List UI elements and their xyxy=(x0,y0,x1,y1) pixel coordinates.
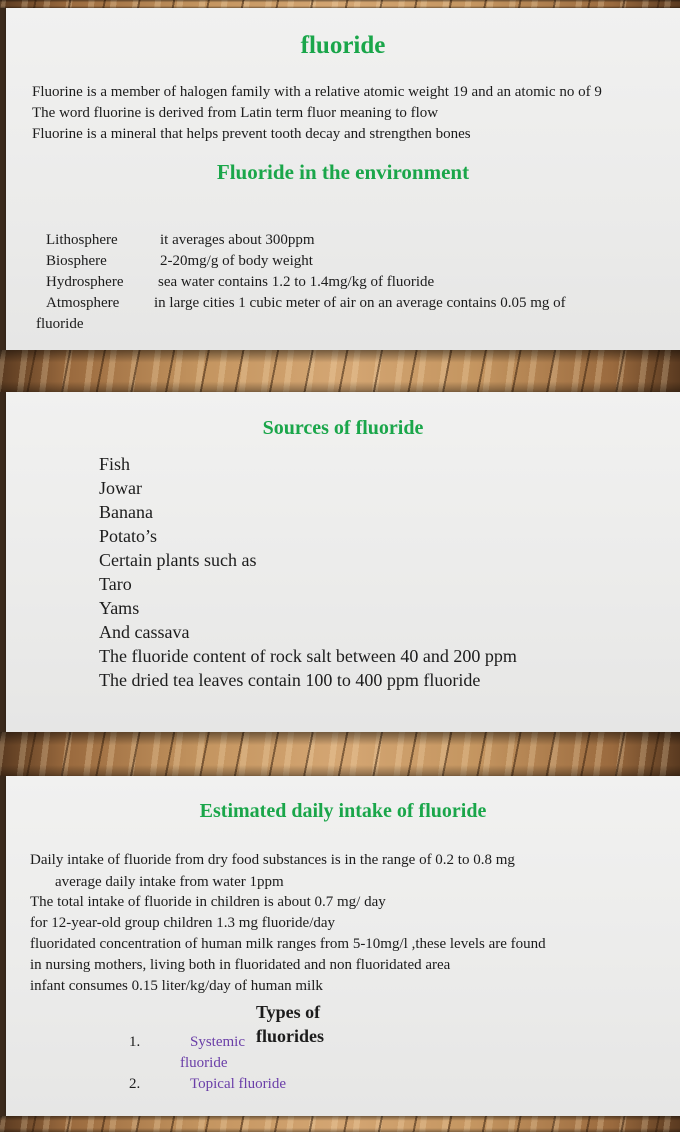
slide-fluoride-intro xyxy=(6,8,680,350)
slide-title: Sources of fluoride xyxy=(262,417,424,439)
wood-divider-bottom xyxy=(0,1116,680,1132)
env-desc-lithosphere: it averages about 300ppm xyxy=(160,232,315,248)
type-systemic-label: Systemic xyxy=(190,1034,245,1050)
source-item: Jowar xyxy=(99,478,142,498)
type-systemic-label-cont: fluoride xyxy=(180,1055,228,1071)
intake-line: average daily intake from water 1ppm xyxy=(55,874,284,890)
source-item: Certain plants such as xyxy=(99,550,257,570)
source-item: Taro xyxy=(99,574,132,594)
wood-divider-1 xyxy=(0,350,680,392)
intro-line-1: Fluorine is a member of halogen family with a relative atomic weight 19 and an atomic no of 9 xyxy=(32,84,602,100)
env-term-biosphere: Biosphere xyxy=(46,253,107,269)
intro-line-2: The word fluorine is derived from Latin term fluor meaning to flow xyxy=(32,105,439,121)
env-tail: fluoride xyxy=(36,316,84,332)
intro-line-3: Fluorine is a mineral that helps prevent tooth decay and strengthen bones xyxy=(32,126,471,142)
source-item: The fluoride content of rock salt between 40 and 200 ppm xyxy=(99,646,517,666)
types-heading-line-1: Types of xyxy=(256,1002,321,1022)
slide-sources xyxy=(6,392,680,732)
env-desc-hydrosphere: sea water contains 1.2 to 1.4mg/kg of fluoride xyxy=(158,274,435,290)
env-term-lithosphere: Lithosphere xyxy=(46,232,118,248)
intake-line: in nursing mothers, living both in fluoridated and non fluoridated area xyxy=(30,957,451,973)
type-number-2: 2. xyxy=(129,1076,141,1092)
section-subtitle: Fluoride in the environment xyxy=(216,160,470,184)
type-topical-label: Topical fluoride xyxy=(190,1076,286,1092)
type-number-1: 1. xyxy=(129,1034,141,1050)
slide-title: Estimated daily intake of fluoride xyxy=(199,800,487,822)
env-term-atmosphere: Atmosphere xyxy=(46,295,120,311)
source-item: And cassava xyxy=(99,622,190,642)
slide-title: fluoride xyxy=(300,32,386,59)
wood-divider-top xyxy=(0,0,680,8)
intake-line: The total intake of fluoride in children is about 0.7 mg/ day xyxy=(30,894,386,910)
slide-daily-intake xyxy=(6,776,680,1116)
env-desc-atmosphere: in large cities 1 cubic meter of air on an average contains 0.05 mg of xyxy=(154,295,566,311)
env-desc-biosphere: 2-20mg/g of body weight xyxy=(160,253,313,269)
env-term-hydrosphere: Hydrosphere xyxy=(46,274,124,290)
intake-line: Daily intake of fluoride from dry food substances is in the range of 0.2 to 0.8 mg xyxy=(30,852,515,868)
source-item: The dried tea leaves contain 100 to 400 ppm fluoride xyxy=(99,670,481,690)
source-item: Banana xyxy=(99,502,153,522)
intake-line: for 12-year-old group children 1.3 mg fluoride/day xyxy=(30,915,336,931)
intake-line: fluoridated concentration of human milk ranges from 5-10mg/l ,these levels are found xyxy=(30,936,546,952)
source-item: Yams xyxy=(99,598,140,618)
source-item: Fish xyxy=(99,454,131,474)
intake-line: infant consumes 0.15 liter/kg/day of human milk xyxy=(30,978,323,994)
source-item: Potato’s xyxy=(99,526,158,546)
wood-divider-2 xyxy=(0,732,680,776)
types-heading-line-2: fluorides xyxy=(256,1026,325,1046)
